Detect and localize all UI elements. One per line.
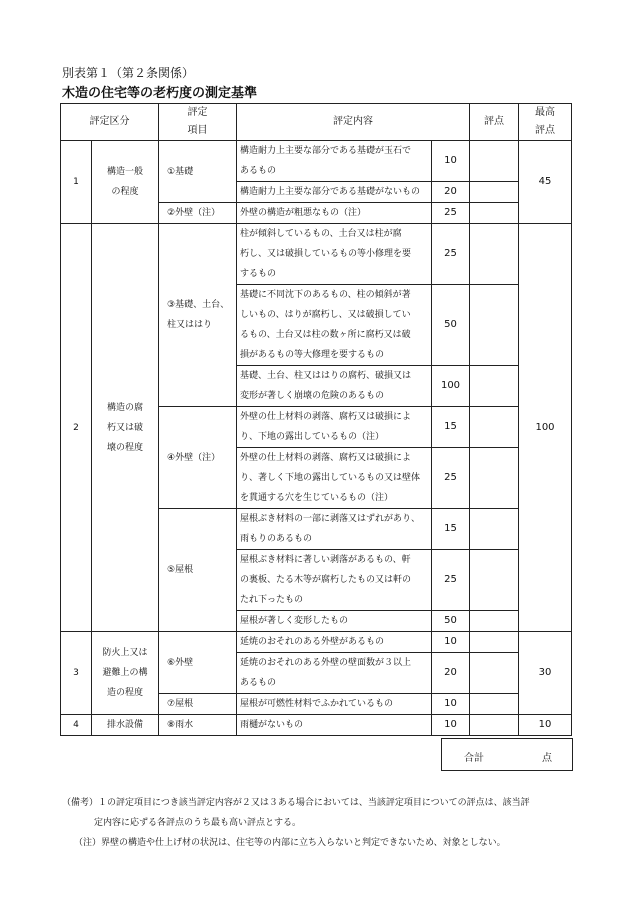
criteria-line: 外壁の構造が粗悪なもの（注） xyxy=(240,208,367,218)
criteria-points: 25 xyxy=(432,224,470,285)
total-box xyxy=(441,738,573,771)
page-title: 木造の住宅等の老朽度の測定基準 xyxy=(62,86,258,101)
score-cell xyxy=(470,203,519,224)
criteria-points: 20 xyxy=(432,182,470,203)
criteria-text xyxy=(237,203,432,224)
score-cell xyxy=(470,509,519,550)
table-header-row xyxy=(61,104,572,141)
criteria-text xyxy=(237,407,432,448)
section-name-line: 構造一般 xyxy=(106,167,143,177)
criteria-line: を貫通する穴を生じているもの（注） xyxy=(240,493,394,503)
item-label-line: ④外壁（注） xyxy=(167,452,221,463)
max-score: 30 xyxy=(519,632,572,715)
criteria-points: 25 xyxy=(432,203,470,224)
footnote: （注）界壁の構造や仕上げ材の状況は、住宅等の内部に立ち入らないと判定できないため、対象としない。 xyxy=(74,838,506,848)
criteria-line: 外壁の仕上材料の剥落、腐朽又は破損によ xyxy=(240,412,412,422)
item-label xyxy=(159,509,237,632)
criteria-text xyxy=(237,509,432,550)
header-category: 評定区分 xyxy=(61,104,159,141)
assessment-table xyxy=(60,103,572,736)
criteria-text xyxy=(237,632,432,653)
criteria-line: するもの xyxy=(240,269,277,279)
criteria-line: るもの、土台又は柱の数ヶ所に腐朽又は破 xyxy=(240,330,411,340)
item-label xyxy=(159,203,237,224)
table-row xyxy=(61,141,572,182)
score-cell xyxy=(470,632,519,653)
criteria-line: り、著しく下地の露出しているもの又は壁体 xyxy=(240,473,421,483)
criteria-line: 屋根ぶき材料の一部に剥落又はずれがあり、 xyxy=(240,514,421,524)
criteria-line: 基礎に不同沈下のあるもの、柱の傾斜が著 xyxy=(240,290,411,300)
criteria-points: 20 xyxy=(432,653,470,694)
section-name-line: 朽又は破 xyxy=(106,422,143,433)
header-item xyxy=(159,104,237,141)
criteria-line: しいもの、はりが腐朽し、又は破損してい xyxy=(240,310,411,320)
criteria-line: 朽し、又は破損しているもの等小修理を要 xyxy=(240,249,412,259)
table-row xyxy=(61,224,572,285)
header-item-line1: 評定 xyxy=(187,107,208,118)
table-row xyxy=(61,632,572,653)
criteria-points: 25 xyxy=(432,550,470,611)
header-max-line1: 最高 xyxy=(535,107,555,118)
max-score: 45 xyxy=(519,141,572,224)
criteria-line: り、下地の露出しているもの（注） xyxy=(240,432,385,442)
section-name-line: 壊の程度 xyxy=(106,442,143,453)
appendix-heading: 別表第１（第２条関係） xyxy=(62,66,195,80)
criteria-line: の裏板、たる木等が腐朽したもの又は軒の xyxy=(240,575,412,585)
item-label xyxy=(159,715,237,736)
criteria-line: 外壁の仕上材料の剥落、腐朽又は破損によ xyxy=(240,453,412,463)
score-cell xyxy=(470,694,519,715)
section-number: 3 xyxy=(61,632,92,715)
item-label-line: ②外壁（注） xyxy=(167,208,221,218)
item-label xyxy=(159,224,237,407)
criteria-line: 基礎、土台、柱又ははりの腐朽、破損又は xyxy=(240,371,412,381)
criteria-line: 変形が著しく崩壊の危険のあるもの xyxy=(240,391,385,401)
section-name-line: の程度 xyxy=(111,187,139,197)
section-name-line: 防火上又は xyxy=(102,648,148,658)
criteria-text xyxy=(237,694,432,715)
table-row xyxy=(61,715,572,736)
header-item-line2: 項目 xyxy=(187,125,208,136)
criteria-line: あるもの xyxy=(240,678,277,688)
criteria-line: あるもの xyxy=(240,166,277,176)
criteria-points: 10 xyxy=(432,715,470,736)
section-name-line: 構造の腐 xyxy=(106,402,143,413)
item-label-line: 柱又ははり xyxy=(167,320,213,330)
table-body xyxy=(61,141,572,736)
item-label-line: ⑦屋根 xyxy=(167,699,194,709)
criteria-text xyxy=(237,366,432,407)
criteria-text xyxy=(237,448,432,509)
criteria-points: 15 xyxy=(432,407,470,448)
criteria-line: 屋根ぶき材料に著しい剥落があるもの、軒 xyxy=(240,555,411,565)
criteria-line: 延焼のおそれのある外壁の壁面数が３以上 xyxy=(240,658,412,668)
criteria-line: 雨樋がないもの xyxy=(240,720,304,730)
criteria-points: 10 xyxy=(432,141,470,182)
criteria-text xyxy=(237,224,432,285)
criteria-points: 10 xyxy=(432,694,470,715)
section-name-line: 造の程度 xyxy=(106,688,143,698)
criteria-line: 構造耐力上主要な部分である基礎がないもの xyxy=(240,187,421,197)
item-label-line: ③基礎、土台、 xyxy=(167,300,230,310)
section-number: 1 xyxy=(61,141,92,224)
criteria-text xyxy=(237,715,432,736)
section-name-line: 排水設備 xyxy=(106,720,143,730)
section-name xyxy=(92,632,159,715)
criteria-line: 雨もりのあるもの xyxy=(240,534,313,544)
criteria-points: 15 xyxy=(432,509,470,550)
header-score: 評点 xyxy=(470,104,519,141)
remark-note xyxy=(62,793,582,833)
score-cell xyxy=(470,141,519,182)
score-cell xyxy=(470,224,519,285)
criteria-text xyxy=(237,285,432,366)
criteria-text xyxy=(237,653,432,694)
item-label-line: ①基礎 xyxy=(167,166,194,177)
criteria-points: 25 xyxy=(432,448,470,509)
max-score: 100 xyxy=(519,224,572,632)
score-cell xyxy=(470,550,519,611)
criteria-points: 10 xyxy=(432,632,470,653)
section-name xyxy=(92,141,159,224)
header-max-line2: 評点 xyxy=(535,125,555,136)
score-cell xyxy=(470,182,519,203)
header-content: 評定内容 xyxy=(237,104,470,141)
score-cell xyxy=(470,653,519,694)
remark-line-1: （備考）１の評定項目につき該当評定内容が２又は３ある場合においては、当該評定項目についての評点は、該当評 xyxy=(62,798,530,808)
criteria-line: 柱が傾斜しているもの、土台又は柱が腐 xyxy=(240,229,402,239)
criteria-line: 構造耐力上主要な部分である基礎が玉石で xyxy=(240,146,412,156)
item-label xyxy=(159,694,237,715)
remark-line-2: 定内容に応ずる各評点のうち最も高い評点とする。 xyxy=(94,818,302,828)
criteria-line: 屋根が著しく変形したもの xyxy=(240,616,349,626)
score-cell xyxy=(470,366,519,407)
criteria-points: 50 xyxy=(432,611,470,632)
section-number: 4 xyxy=(61,715,92,736)
max-score: 10 xyxy=(519,715,572,736)
score-cell xyxy=(470,407,519,448)
item-label xyxy=(159,141,237,203)
section-name-line: 避難上の構 xyxy=(102,668,148,678)
criteria-points: 100 xyxy=(432,366,470,407)
section-name xyxy=(92,715,159,736)
criteria-line: 延焼のおそれのある外壁があるもの xyxy=(240,637,385,647)
criteria-text xyxy=(237,611,432,632)
item-label-line: ⑥外壁 xyxy=(167,657,194,668)
score-cell xyxy=(470,715,519,736)
total-label: 合計 xyxy=(464,753,484,764)
item-label xyxy=(159,632,237,694)
criteria-points: 50 xyxy=(432,285,470,366)
score-cell xyxy=(470,448,519,509)
criteria-text xyxy=(237,550,432,611)
item-label-line: ⑤屋根 xyxy=(167,565,194,575)
item-label-line: ⑧雨水 xyxy=(167,720,194,730)
criteria-text xyxy=(237,182,432,203)
criteria-line: 屋根が可燃性材料でふかれているもの xyxy=(240,699,394,709)
header-max xyxy=(519,104,572,141)
total-unit: 点 xyxy=(542,753,552,764)
item-label xyxy=(159,407,237,509)
score-cell xyxy=(470,285,519,366)
section-number: 2 xyxy=(61,224,92,632)
section-name xyxy=(92,224,159,632)
criteria-line: たれ下ったもの xyxy=(240,595,304,605)
criteria-text xyxy=(237,141,432,182)
criteria-line: 損があるもの等大修理を要するもの xyxy=(240,350,385,360)
score-cell xyxy=(470,611,519,632)
